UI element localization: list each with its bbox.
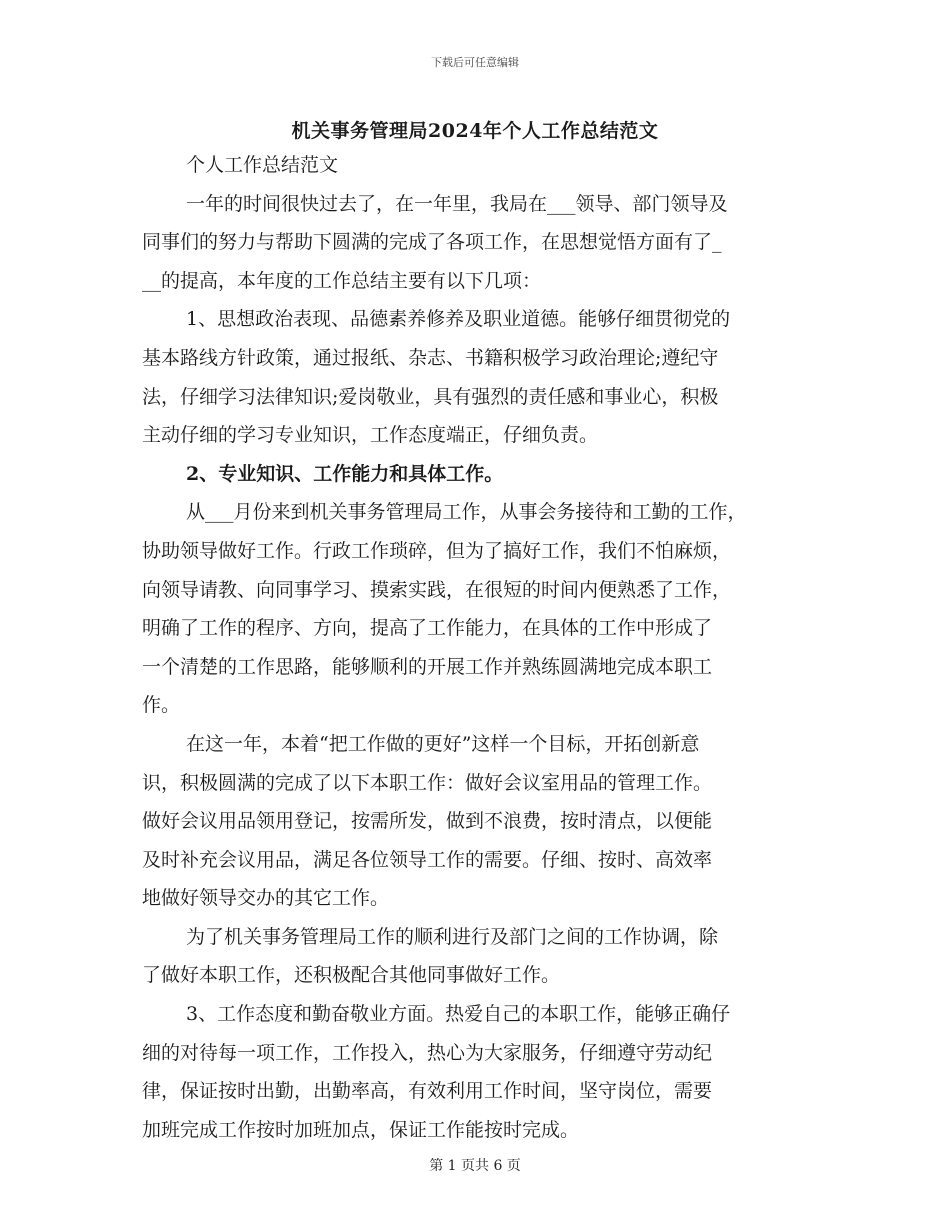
document-body [142, 146, 810, 1149]
body-line: 主动仔细的学习专业知识，工作态度端正，仔细负责。 [142, 424, 599, 447]
section-heading: 2、专业知识、工作能力和具体工作。 [186, 462, 504, 485]
body-line: 个人工作总结范文 [186, 154, 339, 176]
body-line: 识，积极圆满的完成了以下本职工作：做好会议室用品的管理工作。 [142, 771, 713, 794]
body-line: 同事们的努力与帮助下圆满的完成了各项工作，在思想觉悟方面有了_ [142, 231, 722, 254]
body-line: 基本路线方针政策，通过报纸、杂志、书籍积极学习政治理论;遵纪守 [142, 346, 719, 369]
body-line: 法，仔细学习法律知识;爱岗敬业，具有强烈的责任感和事业心，积极 [142, 385, 719, 408]
body-line: 3、工作态度和勤奋敬业方面。热爱自己的本职工作，能够正确仔 [186, 1003, 731, 1026]
body-line: 从___月份来到机关事务管理局工作，从事会务接待和工勤的工作， [186, 501, 747, 524]
body-line: 协助领导做好工作。行政工作琐碎，但为了搞好工作，我们不怕麻烦， [142, 539, 732, 562]
body-line: 加班完成工作按时加班加点，保证工作能按时完成。 [142, 1118, 580, 1141]
body-line: __的提高，本年度的工作总结主要有以下几项： [142, 269, 542, 292]
body-line: 地做好领导交办的其它工作。 [142, 887, 390, 910]
body-line: 明确了工作的程序、方向，提高了工作能力，在具体的工作中形成了 [142, 617, 713, 640]
body-line: 了做好本职工作，还积极配合其他同事做好工作。 [142, 964, 561, 987]
body-line: 作。 [142, 694, 181, 717]
body-line: 1、思想政治表现、品德素养修养及职业道德。能够仔细贯彻党的 [186, 308, 731, 331]
body-line: 向领导请教、向同事学习、摸索实践，在很短的时间内便熟悉了工作， [142, 578, 732, 601]
body-line: 一年的时间很快过去了，在一年里，我局在___领导、部门领导及 [186, 192, 728, 215]
body-line: 及时补充会议用品，满足各位领导工作的需要。仔细、按时、高效率 [142, 848, 713, 871]
page-footer-number: 第 1 页共 6 页 [429, 1158, 521, 1174]
page-header-note: 下载后可任意编辑 [431, 56, 519, 69]
body-line: 律，保证按时出勤，出勤率高，有效利用工作时间，坚守岗位，需要 [142, 1080, 713, 1103]
body-line: 细的对待每一项工作，工作投入，热心为大家服务，仔细遵守劳动纪 [142, 1041, 713, 1064]
document-title: 机关事务管理局2024年个人工作总结范文 [291, 120, 659, 142]
body-line: 做好会议用品领用登记，按需所发，做到不浪费，按时清点，以便能 [142, 810, 713, 833]
body-line: 为了机关事务管理局工作的顺利进行及部门之间的工作协调，除 [186, 925, 719, 948]
body-line: 一个清楚的工作思路，能够顺利的开展工作并熟练圆满地完成本职工 [142, 655, 713, 678]
body-line: 在这一年，本着“把工作做的更好”这样一个目标，开拓创新意 [186, 732, 700, 755]
